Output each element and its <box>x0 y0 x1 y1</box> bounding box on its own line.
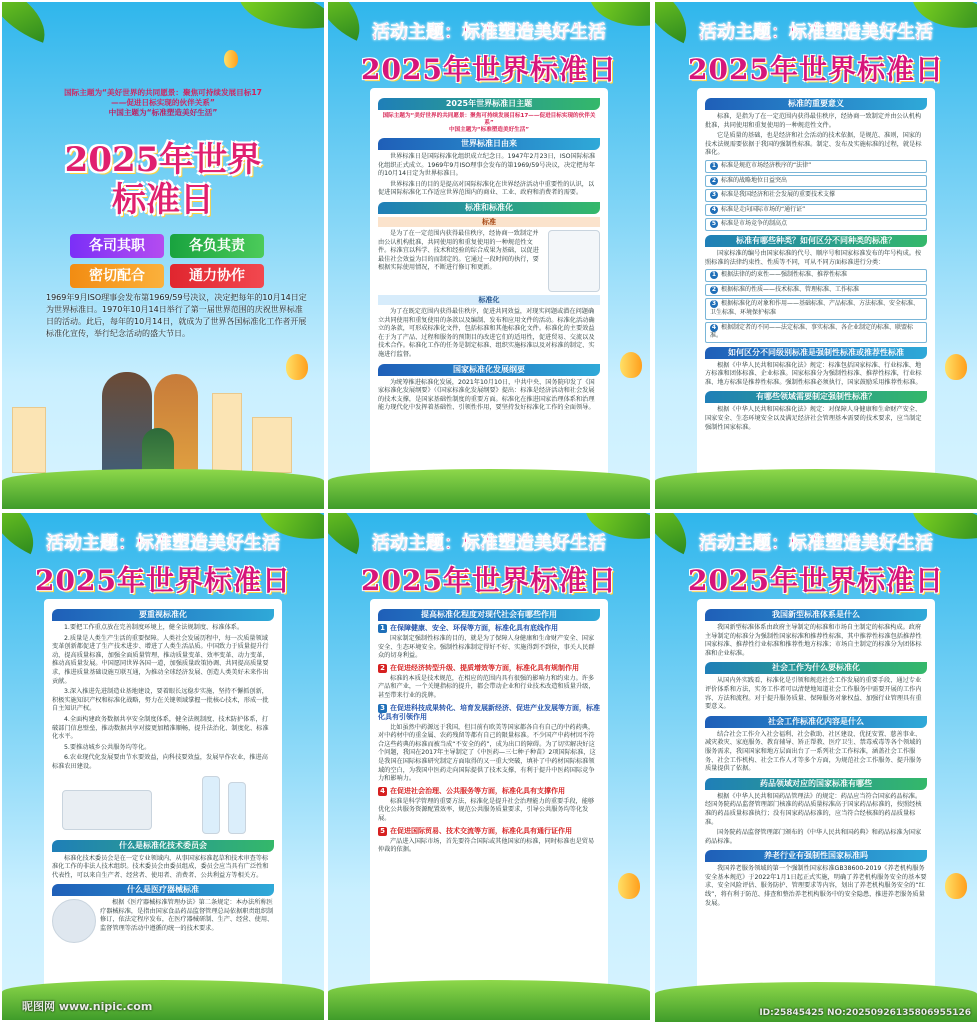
list-item <box>705 322 927 343</box>
paragraph: 标准化技术委员会是在一定专业领域内，从事国家标准起草和技术审查等标准化工作的非法人技术组织。技术委员会由委员组成，委员会应当具有广泛性和代表性，可以来自生产者、经营者、使用者、消费者、公共利益方等相关方。 <box>52 854 269 879</box>
list-item-text: 根据制定者的不同——法定标准、事实标准、各企业制定的标准、联盟标准。 <box>710 323 914 340</box>
paragraph: 世界标准日的目的是提高对国际标准化在世界经济活动中重要性的认识，以促进国际标准化工作适应世界范围内的商业、工业、政府和消费者的需要。 <box>378 180 595 197</box>
panel-title: 2025年世界标准日 <box>688 564 944 597</box>
slogan-pill: 通力协作 <box>170 264 264 288</box>
section-heading: 什么是医疗器械标准 <box>52 884 274 896</box>
building-decoration <box>252 417 292 473</box>
list-item <box>705 269 927 282</box>
balloon-icon <box>945 873 967 899</box>
intl-theme-line: ——促进日标实现的伙伴关系” <box>111 98 215 107</box>
paragraph: 比如虽然中药源远于我国，但目前有欧美等国家都各自有自己的中药药典，对中药材中的重金属、农药残留等都有自己的限量标准。不少国产中药材因不符合这些药典的标准而被当成“不安全的药”，成为出口的障碍。为了切实解决好这个问题，我国在2017年主导制定了《中医药—三七种子种苗》2项国际标准，这是我国在国际标准研究制定方面取得的又一重大突破，填补了中药材国际标准领域的空白，为我国中医药走向国际提供了技术支撑，有利于提升中医药国际竞争力和影响力。 <box>378 723 596 783</box>
section-heading: 标准有哪些种类？如何区分不同种类的标准？ <box>705 235 927 247</box>
paragraph: 根据《医疗器械标准管理办法》第二条规定：本办法所称医疗器械标准，是指由国家食品药品监督管理总局依据职责组织制修订，依法定程序发布，在医疗器械研制、生产、经营、使用、监督管理等活动中遵循的统一的技术要求。 <box>100 899 274 933</box>
leaf-decoration <box>239 2 324 41</box>
number-badge: 3 <box>378 704 387 713</box>
number-badge: 4 <box>711 205 717 213</box>
panel-title: 2025年世界标准日 <box>361 564 617 597</box>
question-text: 在促进科技成果转化、培育发展新经济、促进产业发展等方面，标准化具有引领作用 <box>378 703 600 721</box>
section-heading: 世界标准日由来 <box>378 138 600 150</box>
slogan-pill: 各负其责 <box>170 234 264 258</box>
paragraph: 4.全面构建政务数据共享安全制度体系，健全法规制度、技术防护体系，打破部门信息壁垒，推动数据共享对接更加精准顺畅，提升法治化、制度化、标准化水平。 <box>52 715 269 741</box>
section-heading: 2025年世界标准日主题 <box>378 98 600 110</box>
panel-header <box>2 529 324 599</box>
question-heading <box>378 704 600 722</box>
tools-icon <box>52 899 96 943</box>
paragraph: 我国养老服务领域的第一个强制性国家标准GB38600-2019《养老机构服务安全基本规范》于2022年1月1日起正式实施，明确了养老机构服务安全的基本要求、安全风险评估、服务防护、管理要求等内容，划出了养老机构服务安全的“红线”，将有利于防范、排查和整治养老机构服务中的安全隐患，推进养老服务质量发展。 <box>705 865 927 907</box>
list-item-text: 标准是规范市场经济秩序的“法律” <box>721 161 812 169</box>
watermark-id: ID:25845425 NO:20250926135806955126 <box>759 1008 971 1018</box>
list-item-text: 根据标准化的对象和作用——基础标准、产品标准、方法标准、安全标准、卫生标准、环境保护标准 <box>710 300 920 316</box>
cover-title-line: 2025年世界 <box>64 140 262 180</box>
content-card <box>697 88 935 489</box>
list-item <box>705 189 927 202</box>
cn-theme-line: 中国主题为“标准塑造美好生活” <box>108 108 218 117</box>
paragraph: 为统筹推进标准化发展，2021年10月10日，中共中央、国务院印发了《国家标准化发展纲要》（《国家标准化发展纲要》提出：标准是经济活动和社会发展的技术支撑，是国家基础性制度的重要方面。标准化在推进国家治理体系和治理能力现代化中发挥着基础性、引领性作用，要坚持发好标准化工作的全面领导。 <box>378 378 595 412</box>
scientist-illustration <box>548 230 600 292</box>
list-item-text: 标准的战略地位日益突出 <box>721 176 788 184</box>
section-heading: 标准的重要意义 <box>705 98 927 110</box>
section-heading: 养老行业有强制性国家标准吗 <box>705 850 927 862</box>
number-badge: 1 <box>711 271 717 279</box>
list-item <box>705 298 927 319</box>
paragraph: 国家制定强制性标准的目的，就是为了保障人身健康和生命财产安全、国家安全、生态环境安全。强制性标准制定得好不好、实施得到不到位，事关人民群众的切身利益。 <box>378 635 595 660</box>
cylinder-illustration <box>228 782 246 834</box>
activity-theme: 活动主题：标准塑造美好生活 <box>372 22 606 43</box>
list-item-text: 标准是走向国际市场的“通行证” <box>721 205 806 213</box>
paragraph: 3.深入推进先进制造业基地建设，要着眼长远稳步实施，坚持不懈抓创新，积极实施知识产权和标准化战略，努力在关键领域掌握一批核心技术，形成一批自主知识产权。 <box>52 688 269 713</box>
paragraph: 产品进入国际市场，首先要符合国际或其他国家的标准，同时标准也是贸易仲裁的依据。 <box>378 837 595 854</box>
paragraph: 根据《中华人民共和国标准化法》规定：标准包括国家标准、行业标准、地方标准和团体标准、企业标准。国家标准分为强制性标准、推荐性标准，行业标准、地方标准是推荐性标准。强制性标准必须执行，国家鼓励采用推荐性标准。 <box>705 361 922 386</box>
number-badge: 2 <box>711 285 717 293</box>
intl-theme-line: 国际主题为“美好世界的共同愿景：聚焦可持续发展目标17 <box>64 88 262 97</box>
leaf-decoration <box>2 2 57 43</box>
paragraph: 国家标准的编号由国家标准的代号、顺序号和国家标准发布的年号构成。按照标准的法律约束性、性质等不同，可从不同方面标准进行分类： <box>705 249 922 266</box>
list-item-text: 根据法律的约束性——强制性标准、推荐性标准 <box>721 271 848 279</box>
intl-theme: 国际主题为“美好世界的共同愿景：聚焦可持续发展目标17——促进目标实现的伙伴关系” <box>382 113 596 126</box>
list-item <box>705 204 927 217</box>
paragraph: 标准是科学管理的重要方法，标准化是提升社会治理能力的重要手段，能够优化公共服务资源配置效率，规范公共服务质量要求，引导公共服务均等化发展。 <box>378 797 595 822</box>
building-decoration <box>212 393 242 473</box>
section-heading: 社会工作标准化内容是什么 <box>705 716 927 728</box>
section-heading: 标准和标准化 <box>378 202 600 214</box>
section-heading: 国家标准化发展纲要 <box>378 364 600 376</box>
paragraph: 是为了在一定范围内获得最佳秩序，经协商一致制定并由公认机构批准，共同使用的和重复使用的一种规范性文件。标准宜以科学、技术和经验的综合成果为基础，以促进最佳社会效益为目的而制定的。它通过一段时间的执行，要根据实际使用情况，不断进行修订和更新。 <box>378 229 539 272</box>
paragraph: 世界标准日是国际标准化组织成立纪念日。1947年2月23日，ISO国际标准化组织正式成立。1969年9月ISO理事会发布的第1969/59号决议，决定把每年的10月14日定为世界标准日。 <box>378 153 596 178</box>
section-heading: 要重视标准化 <box>52 609 274 621</box>
panel-header <box>328 18 650 88</box>
balloon-icon <box>945 354 967 380</box>
slogan-pill: 密切配合 <box>70 264 164 288</box>
paragraph: 它是质量的基础，也是经济和社会活动的技术依据，是规范、准则，国家的技术法规需要依据于我国的强制性标准。制定、发布及实施标准的过程，就是标准化。 <box>705 132 922 157</box>
question-heading <box>378 664 600 673</box>
panel-title: 2025年世界标准日 <box>361 53 617 86</box>
cover-body: 1969年9月ISO理事会发布第1969/59号决议，决定把每年的10月14日定为世界标准日。1970年10月14日举行了第一届世界范围的庆祝世界标准日的活动。此后，每年的10月14日，就成为了世界各国标准化工作者开展标准化宣传，举行纪念活动的盛大节日。 <box>46 293 307 338</box>
balloon-icon <box>618 873 640 899</box>
content-card <box>370 88 608 489</box>
panel-origin <box>328 2 650 509</box>
sub-heading: 标准 <box>378 217 600 227</box>
list-item <box>705 284 927 297</box>
list-item <box>705 160 927 173</box>
paragraph: 5.要推动城乡公共服务均等化。 <box>64 743 151 751</box>
paragraph: 1.要把工作重点放在完善制度环境上，健全法规制度、标准体系。 <box>64 624 244 631</box>
activity-theme: 活动主题：标准塑造美好生活 <box>46 533 280 554</box>
panel-header <box>328 529 650 599</box>
panel-header <box>655 18 977 88</box>
activity-theme: 活动主题：标准塑造美好生活 <box>699 22 933 43</box>
building-decoration <box>12 407 46 473</box>
question-heading <box>378 787 600 796</box>
question-heading <box>378 624 600 633</box>
section-heading: 有哪些领域需要制定强制性标准？ <box>705 391 927 403</box>
number-badge: 2 <box>711 176 717 184</box>
list-item <box>705 218 927 231</box>
paragraph: 从国内外实践看，标准化是引领和规范社会工作发展的重要手段，通过专业评价体系和方法，实务工作者可以清楚地知道社会工作服务中需要开展的工作内容、方法和流程。对于提升服务质量、保障服务对象权益、加强行业管理具有重要意义。 <box>705 677 922 711</box>
question-text: 在促进国际贸易、技术交流等方面，标准化具有通行证作用 <box>390 826 572 835</box>
number-badge: 4 <box>378 787 387 796</box>
paragraph: 6.农业现代化发展要由节水要效益，向科技要效益，发展旱作农业，推进高标准农田建设。 <box>52 754 268 770</box>
panel-cover <box>2 2 324 509</box>
grass-decoration <box>328 469 650 509</box>
paragraph: 标准，是指为了在一定范围内获得最佳秩序，经协商一致制定并由公认机构批准，共同使用和重复使用的一种规范性文件。 <box>705 113 922 129</box>
slogan-pill: 各司其职 <box>70 234 164 258</box>
paragraph: 我国新型标准体系由政府主导制定的标准和市场自主制定的标准构成。政府主导制定的标准分为强制性国家标准和推荐性标准，其中推荐性标准包括推荐性国家标准、推荐性行业标准和推荐性地方标准；市场自主制定的标准分为团体标准和企业标准。 <box>705 624 922 657</box>
activity-theme: 活动主题：标准塑造美好生活 <box>372 533 606 554</box>
content-card <box>44 599 282 1000</box>
number-badge: 5 <box>378 827 387 836</box>
list-item-text: 根据标准的性质——技术标准、管理标准、工作标准 <box>721 285 860 293</box>
number-badge: 1 <box>378 624 387 633</box>
question-heading <box>378 827 600 836</box>
watermark-text: 昵图网 www.nipic.com <box>22 1000 153 1013</box>
paragraph: 结合社会工作介入社会福利、社会救助、社区建设、优抚安置、慈善事业、减灾救灾、家庭服务、教育辅导、矫正帮教、医疗卫生、禁毒戒毒等各个领域的服务需求，我国国家和地方层面出台了一系列社会工作标准，涵盖社会工作服务、社会工作机构、社会工作人才等多个方面，为规范社会工作服务、提升服务质量提供了依据。 <box>705 730 922 773</box>
section-heading: 提高标准化程度对现代社会有哪些作用 <box>378 609 600 621</box>
activity-theme: 活动主题：标准塑造美好生活 <box>699 533 933 554</box>
paragraph: 标准的本质是技术规范，在相应的范围内具有很强的影响力和约束力。许多产品和产业，一个关键指标的提升，都会带动企业和行业技术改造和质量升级，甚至带来行业的洗牌。 <box>378 674 595 699</box>
lab-illustration <box>52 774 274 836</box>
list-item-text: 标准是市场竞争的制高点 <box>721 220 788 228</box>
number-badge: 4 <box>711 323 717 331</box>
paragraph: 为了在既定范围内获得最佳秩序，促进共同效益，对现实问题或潜在问题确立共同使用和重复使用的条款以及编制、发布和应用文件的活动。标准化活动确立的条款，可形成标准化文件，包括标准和其他标准化文件。标准化的主要效益在于为了产品、过程和服务的预期目的改进它们的适用性，促进贸易、交流以及技术合作。标准化工作的任务是制定标准、组织实施标准以及对标准的制定、实施进行监督。 <box>378 307 595 358</box>
section-heading: 如何区分不同级别标准是强制性标准或推荐性标准 <box>705 347 927 359</box>
grass-decoration <box>655 469 977 509</box>
section-heading: 药品领域对应的国家标准有哪些 <box>705 778 927 790</box>
number-badge: 3 <box>711 300 717 308</box>
number-badge: 2 <box>378 664 387 673</box>
cn-theme: 中国主题为“标准塑造美好生活” <box>448 127 530 133</box>
cover-title-line: 标准日 <box>112 180 214 220</box>
panel-title: 2025年世界标准日 <box>688 53 944 86</box>
intl-theme <box>16 88 310 118</box>
grass-decoration <box>328 980 650 1020</box>
paragraph: 2.质量是人类生产生活的重要保障。人类社会发展历程中，每一次质量领域变革创新都促进了生产技术进步、增进了人类生活品质。中国致力于质量提升行动，提高质量标准，加强全面质量管理，推动质量变革、效率变革、动力变革，推动高质量发展。中国愿同世界各国一道，加强质量政策协调、共同提高质量要求，推进质量基础设施互联互通，为推动全球经济发展、创造人类美好未来作出贡献。 <box>52 634 269 685</box>
panel-effects <box>328 513 650 1020</box>
panel-title: 2025年世界标准日 <box>35 564 291 597</box>
sub-heading: 标准化 <box>378 295 600 305</box>
balloon-icon <box>620 352 642 378</box>
section-heading: 什么是标准化技术委员会 <box>52 840 274 852</box>
cover-title <box>2 140 324 220</box>
panel-importance <box>2 513 324 1020</box>
list-item-text: 标准是我国经济和社会发展的重要技术支撑 <box>721 191 836 199</box>
paragraph: 根据《中华人民共和国药品管理法》的规定：药品应当符合国家药品标准。经国务院药品监督管理部门核准的药品质量标准高于国家药品标准的，按照经核准的药品质量标准执行；没有国家药品标准的，应当符合经核准的药品质量标准。 <box>705 792 922 826</box>
question-text: 在促进社会治理、公共服务等方面，标准化具有支撑作用 <box>390 786 565 795</box>
scale-illustration <box>62 790 152 830</box>
paragraph: 国务院药品监督管理部门颁布的《中华人民共和国药典》和药品标准为国家药品标准。 <box>705 829 922 845</box>
grass-decoration <box>2 469 324 509</box>
number-badge: 3 <box>711 191 717 199</box>
section-heading: 我国新型标准体系是什么 <box>705 609 927 621</box>
number-badge: 5 <box>711 220 717 228</box>
question-text: 在促进经济转型升级、提质增效等方面，标准化具有规制作用 <box>390 663 579 672</box>
panel-system <box>655 513 977 1022</box>
question-text: 在保障健康、安全、环保等方面，标准化具有底线作用 <box>390 624 558 632</box>
balloon-icon <box>224 50 238 68</box>
section-heading: 社会工作为什么要标准化 <box>705 662 927 674</box>
content-card <box>370 599 608 1000</box>
cylinder-illustration <box>202 776 220 834</box>
number-badge: 1 <box>711 161 717 169</box>
paragraph: 根据《中华人民共和国标准化法》规定：对保障人身健康和生命财产安全、国家安全、生态环境安全以及满足经济社会管理基本需要的技术要求，应当制定强制性国家标准。 <box>705 406 922 431</box>
list-item <box>705 175 927 188</box>
panel-significance <box>655 2 977 509</box>
content-card <box>697 599 935 1002</box>
panel-header <box>655 529 977 599</box>
balloon-icon <box>286 354 308 380</box>
